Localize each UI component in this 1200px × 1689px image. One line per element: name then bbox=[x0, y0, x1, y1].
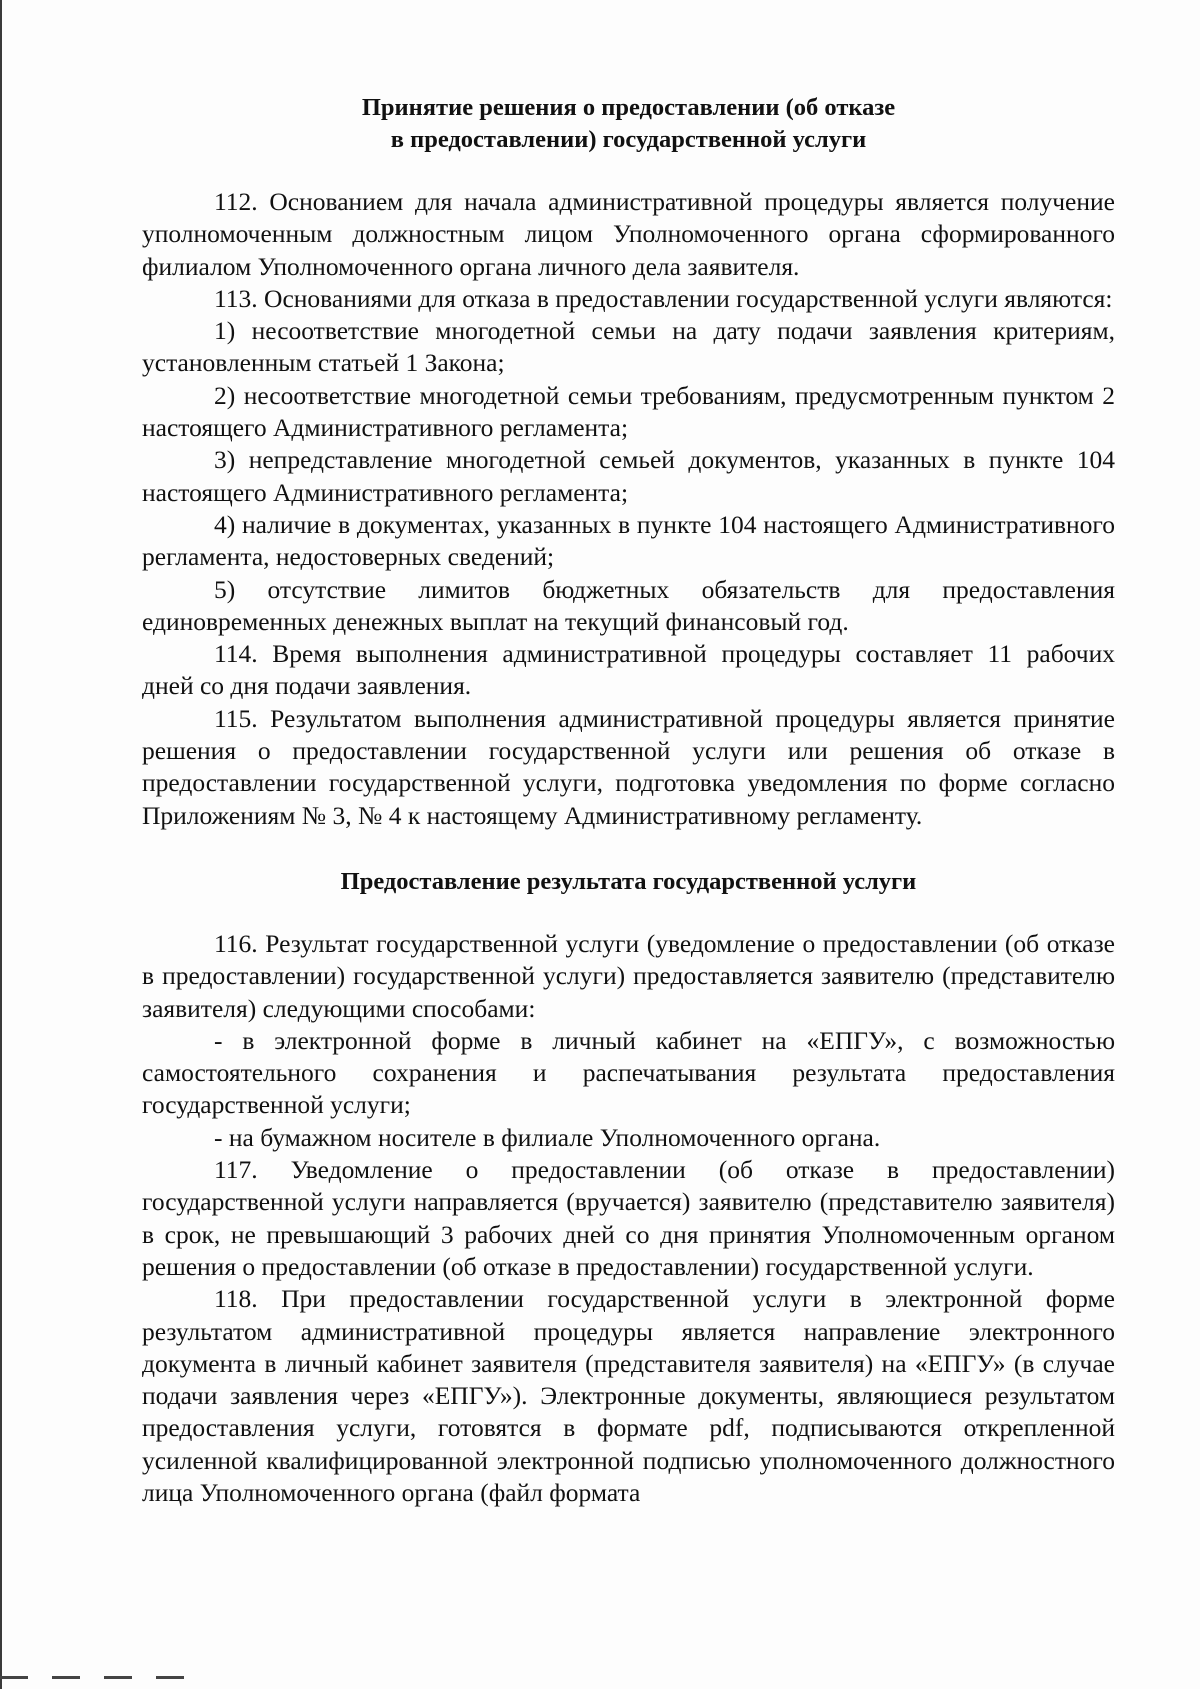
document-body bbox=[142, 92, 1115, 1509]
paragraph-113: 113. Основаниями для отказа в предоставлении государственной услуги являются: bbox=[214, 283, 1113, 313]
paragraph-118: 118. При предоставлении государственной услуги в электронной форме результатом административной процедуры является направление электронного документа в личный кабинет заявителя (представителя заявителя) на «ЕПГУ» (в случае подачи заявления через «ЕПГУ»). Электронные документы, являющиеся результатом предоставления услуги, готовятся в формате pdf, подписываются открепленной усиленной квалифицированной электронной подписью уполномоченного должностного лица Уполномоченного органа (файл формата bbox=[142, 1284, 1115, 1507]
list-item-4: 4) наличие в документах, указанных в пункте 104 настоящего Административного регламента, недостоверных сведений; bbox=[142, 509, 1115, 572]
method-paper: - на бумажном носителе в филиале Уполномоченного органа. bbox=[214, 1122, 881, 1152]
section-heading-result: Предоставление результата государственной услуги bbox=[340, 867, 917, 895]
paragraph-114: 114. Время выполнения административной процедуры составляет 11 рабочих дней со дня подачи заявления. bbox=[142, 639, 1115, 701]
list-item-1: 1) несоответствие многодетной семьи на дату подачи заявления критериям, установленным статьей 1 Закона; bbox=[142, 316, 1115, 378]
paragraph-117: 117. Уведомление о предоставлении (об отказе в предоставлении) государственной услуги направляется (вручается) заявителю (представителю заявителя) в срок, не превышающий 3 рабочих дней со дня принятия Уполномоченным органом решения о предоставлении (об отказе в предоставлении) государственной услуги. bbox=[142, 1155, 1115, 1281]
paragraph-116: 116. Результат государственной услуги (уведомление о предоставлении (об отказе в предоставлении) государственной услуги) предоставляется заявителю (представителю заявителя) следующими способами: bbox=[142, 928, 1115, 1023]
list-item-2: 2) несоответствие многодетной семьи требованиям, предусмотренным пунктом 2 настоящего Административного регламента; bbox=[142, 380, 1115, 443]
list-item-5: 5) отсутствие лимитов бюджетных обязательств для предоставления единовременных денежных выплат на текущий финансовый год. bbox=[142, 574, 1115, 636]
paragraph-112: 112. Основанием для начала административной процедуры является получение уполномоченным должностным лицом Уполномоченного органа сформированного филиалом Уполномоченного органа личного дела заявителя. bbox=[142, 187, 1115, 281]
scan-marks bbox=[0, 1676, 200, 1679]
heading-line-2: в предоставлении) государственной услуги bbox=[390, 126, 867, 153]
scan-edge bbox=[0, 0, 2, 1689]
section-heading-decision bbox=[142, 92, 1115, 156]
heading-line-1: Принятие решения о предоставлении (об отказе bbox=[361, 94, 896, 121]
paragraph-115: 115. Результатом выполнения административной процедуры является принятие решения о предоставлении государственной услуги или решения об отказе в предоставлении государственной услуги, подготовка уведомления по форме согласно Приложениям № 3, № 4 к настоящему Административному регламенту. bbox=[142, 703, 1115, 830]
list-item-3: 3) непредставление многодетной семьей документов, указанных в пункте 104 настоящего Административного регламента; bbox=[142, 445, 1115, 507]
method-electronic: - в электронной форме в личный кабинет на «ЕПГУ», с возможностью самостоятельного сохранения и распечатывания результата предоставления государственной услуги; bbox=[142, 1025, 1115, 1120]
